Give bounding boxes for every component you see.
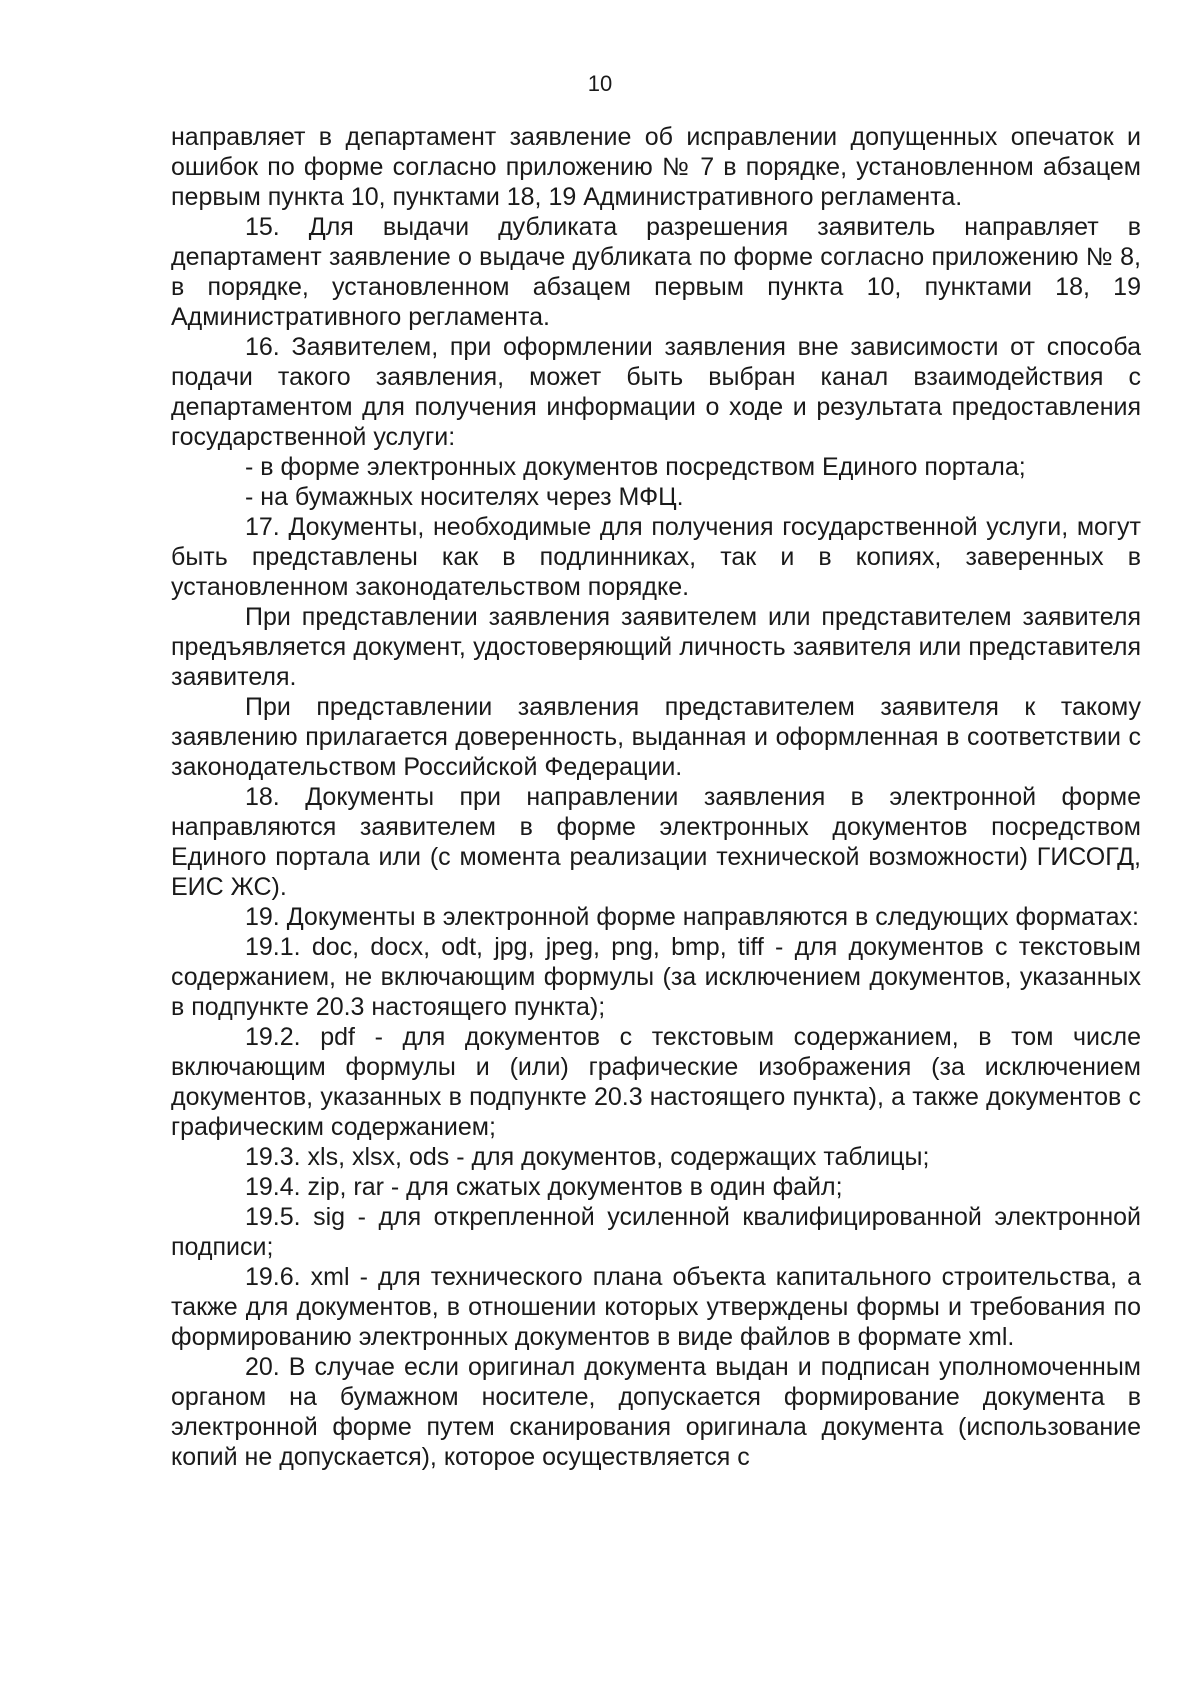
paragraph-item-17: 17. Документы, необходимые для получения государственной услуги, могут быть представлены как в подлинниках, так и в копиях, заверенных в установленном законодательством порядке.	[171, 513, 1141, 601]
document-body	[171, 122, 1141, 1472]
paragraph-item-20: 20. В случае если оригинал документа выдан и подписан уполномоченным органом на бумажном носителе, допускается формирование документа в электронной форме путем сканирования оригинала документа (использование копий не допускается), которое осуществляется с	[171, 1353, 1141, 1471]
page-number: 10	[587, 71, 613, 96]
paragraph-item-19-4: 19.4. zip, rar - для сжатых документов в один файл;	[245, 1173, 843, 1201]
paragraph-item-19-1: 19.1. doc, docx, odt, jpg, jpeg, png, bmp, tiff - для документов с текстовым содержанием, не включающим формулы (за исключением документов, указанных в подпункте 20.3 настоящего пункта);	[171, 933, 1141, 1021]
paragraph-item-19-6: 19.6. xml - для технического плана объекта капитального строительства, а также для документов, в отношении которых утверждены формы и требования по формированию электронных документов в виде файлов в формате xml.	[171, 1263, 1141, 1351]
paragraph-item-18: 18. Документы при направлении заявления в электронной форме направляются заявителем в форме электронных документов посредством Единого портала или (с момента реализации технической возможности) ГИСОГД, ЕИС ЖС).	[171, 783, 1141, 901]
paragraph-bullet-electronic: - в форме электронных документов посредством Единого портала;	[245, 453, 1026, 481]
paragraph-item-19-2: 19.2. pdf - для документов с текстовым содержанием, в том числе включающим формулы и (или) графические изображения (за исключением документов, указанных в подпункте 20.3 настоящего пункта), а также документов с графическим содержанием;	[171, 1023, 1141, 1141]
paragraph-bullet-paper: - на бумажных носителях через МФЦ.	[245, 483, 684, 511]
paragraph-item-19-3: 19.3. xls, xlsx, ods - для документов, содержащих таблицы;	[245, 1143, 930, 1171]
paragraph-item-16: 16. Заявителем, при оформлении заявления вне зависимости от способа подачи такого заявления, может быть выбран канал взаимодействия с департаментом для получения информации о ходе и результата предоставления государственной услуги:	[171, 333, 1141, 451]
paragraph-power-of-attorney: При представлении заявления представителем заявителя к такому заявлению прилагается доверенность, выданная и оформленная в соответствии с законодательством Российской Федерации.	[171, 693, 1141, 781]
paragraph-continuation: направляет в департамент заявление об исправлении допущенных опечаток и ошибок по форме согласно приложению № 7 в порядке, установленном абзацем первым пункта 10, пунктами 18, 19 Административного регламента.	[171, 123, 1141, 211]
paragraph-item-15: 15. Для выдачи дубликата разрешения заявитель направляет в департамент заявление о выдаче дубликата по форме согласно приложению № 8, в порядке, установленном абзацем первым пункта 10, пунктами 18, 19 Административного регламента.	[171, 213, 1141, 331]
paragraph-item-19: 19. Документы в электронной форме направляются в следующих форматах:	[245, 903, 1139, 931]
paragraph-identity-document: При представлении заявления заявителем или представителем заявителя предъявляется документ, удостоверяющий личность заявителя или представителя заявителя.	[171, 603, 1141, 691]
paragraph-item-19-5: 19.5. sig - для открепленной усиленной квалифицированной электронной подписи;	[171, 1203, 1141, 1261]
